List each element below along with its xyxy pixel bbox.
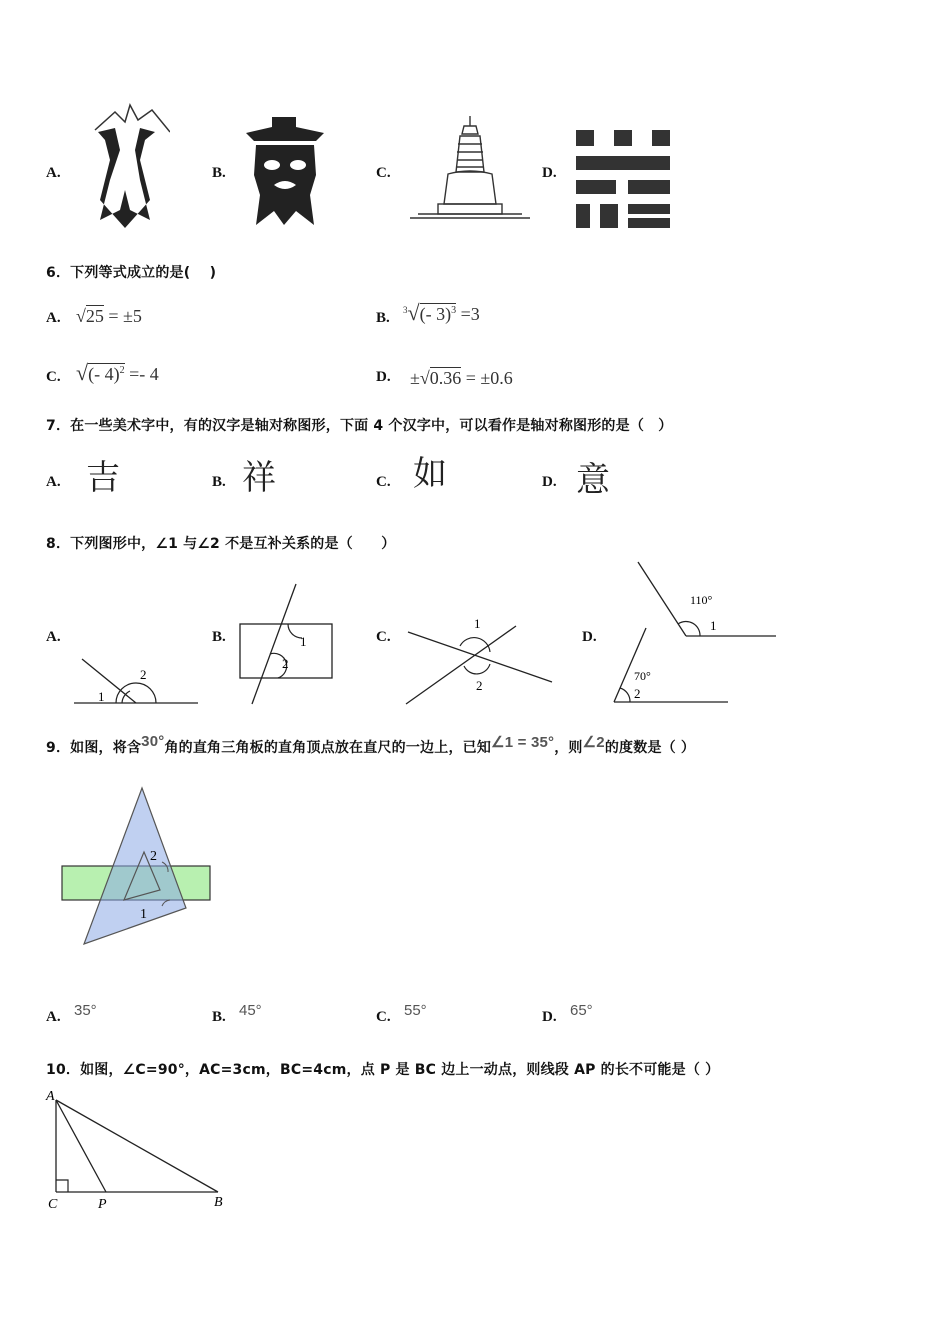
q9-stem-d: 的度数是（ ） — [604, 740, 696, 756]
q5-figure-c-pagoda — [408, 112, 533, 227]
q9-stem-a: 9．如图，将含 — [46, 740, 142, 756]
angle-2-mark: 2 — [634, 686, 641, 701]
q7-option-c-char: 如 — [413, 454, 447, 494]
q5-figure-d-maze-pattern — [576, 130, 670, 228]
radicand: 25 — [85, 306, 104, 326]
q5-figure-b-opera-face — [244, 115, 326, 227]
plus-minus: ± — [410, 368, 420, 388]
q9-stem-c: ，则 — [554, 740, 583, 756]
q8-figure-b — [234, 582, 340, 708]
radicand — [420, 303, 456, 324]
angle-70-mark: 70° — [634, 669, 651, 683]
rhs: =- 4 — [129, 364, 159, 384]
q8-option-c-label[interactable]: C. — [376, 629, 391, 645]
q10-figure-right-triangle — [42, 1086, 238, 1214]
rhs: = ±0.6 — [465, 368, 513, 388]
q6-option-d-label[interactable]: D. — [376, 369, 391, 385]
root-index: 3 — [403, 305, 408, 315]
q9-option-a-label[interactable]: A. — [46, 1009, 61, 1025]
angle-1-mark: 1 — [140, 907, 147, 922]
q8-option-d-label[interactable]: D. — [582, 629, 597, 645]
angle-110-mark: 110° — [690, 593, 713, 607]
point-p-label: P — [98, 1197, 107, 1212]
angle-1-mark: 1 — [474, 616, 481, 631]
q9-stem — [46, 733, 696, 757]
q6-option-d-expr — [410, 368, 513, 389]
angle-2-mark: 2 — [476, 678, 483, 693]
q7-option-b-char: 祥 — [242, 458, 276, 498]
angle-2-mark: 2 — [282, 656, 289, 671]
radical-sign-icon: √ — [407, 300, 420, 325]
angle-2-mark: 2 — [150, 849, 157, 864]
q6-stem: 6．下列等式成立的是( ) — [46, 265, 217, 281]
exponent: 3 — [451, 305, 457, 316]
q7-option-a-char: 吉 — [86, 458, 120, 498]
q6-option-c-expr — [76, 360, 159, 386]
q5-figure-a-opera-mask — [80, 100, 170, 230]
exponent: 2 — [119, 365, 125, 376]
q9-option-a-value: 35° — [74, 1002, 97, 1019]
q6-option-a-label[interactable]: A. — [46, 310, 61, 326]
q9-angle-30: 30° — [141, 733, 165, 750]
radical-sign-icon: √ — [76, 306, 86, 326]
q7-option-d-label[interactable]: D. — [542, 474, 557, 490]
q9-option-d-value: 65° — [570, 1002, 593, 1019]
q10-stem: 10．如图，∠C=90°，AC=3cm，BC=4cm，点 P 是 BC 边上一动点，则线段 AP 的长不可能是（ ） — [46, 1062, 720, 1078]
q7-stem: 7．在一些美术字中，有的汉字是轴对称图形，下面 4 个汉字中，可以看作是轴对称图形的是（ ） — [46, 418, 673, 434]
radicand-base: (- 4) — [88, 364, 120, 384]
radicand — [88, 363, 124, 384]
q9-given-angle: ∠1 = 35° — [491, 734, 555, 751]
q5-option-d-label[interactable]: D. — [542, 165, 557, 181]
angle-1-mark: 1 — [98, 689, 105, 704]
q7-option-b-label[interactable]: B. — [212, 474, 226, 490]
q7-option-c-label[interactable]: C. — [376, 474, 391, 490]
q7-option-d-char: 意 — [576, 460, 610, 500]
q8-figure-a — [70, 655, 202, 710]
q9-figure — [58, 784, 216, 948]
q9-target-angle: ∠2 — [582, 734, 605, 751]
point-c-label: C — [48, 1197, 58, 1212]
point-b-label: B — [214, 1195, 223, 1210]
q8-figure-d — [604, 560, 780, 708]
radical-sign-icon: √ — [419, 368, 430, 388]
q9-option-b-value: 45° — [239, 1002, 262, 1019]
q8-stem: 8．下列图形中，∠1 与∠2 不是互补关系的是（ ） — [46, 536, 396, 552]
rhs: = ±5 — [108, 306, 142, 326]
angle-1-mark: 1 — [710, 618, 717, 633]
q6-option-b-expr — [403, 300, 480, 326]
rhs: =3 — [460, 304, 480, 324]
q6-option-b-label[interactable]: B. — [376, 310, 390, 326]
q9-stem-b: 角的直角三角板的直角顶点放在直尺的一边上，已知 — [164, 740, 492, 756]
q7-option-a-label[interactable]: A. — [46, 474, 61, 490]
q8-option-b-label[interactable]: B. — [212, 629, 226, 645]
q8-figure-c — [402, 612, 556, 708]
q6-option-c-label[interactable]: C. — [46, 369, 61, 385]
angle-2-mark: 2 — [140, 667, 147, 682]
q9-option-b-label[interactable]: B. — [212, 1009, 226, 1025]
point-a-label: A — [46, 1089, 55, 1104]
q9-option-c-label[interactable]: C. — [376, 1009, 391, 1025]
q9-option-c-value: 55° — [404, 1002, 427, 1019]
q5-option-c-label[interactable]: C. — [376, 165, 391, 181]
q5-option-a-label[interactable]: A. — [46, 165, 61, 181]
q5-option-b-label[interactable]: B. — [212, 165, 226, 181]
angle-1-mark: 1 — [300, 634, 307, 649]
q6-option-a-expr — [76, 306, 142, 327]
radical-sign-icon: √ — [76, 360, 89, 385]
q8-option-a-label[interactable]: A. — [46, 629, 61, 645]
q9-option-d-label[interactable]: D. — [542, 1009, 557, 1025]
radicand: 0.36 — [429, 368, 462, 388]
radicand-base: (- 3) — [419, 304, 452, 324]
